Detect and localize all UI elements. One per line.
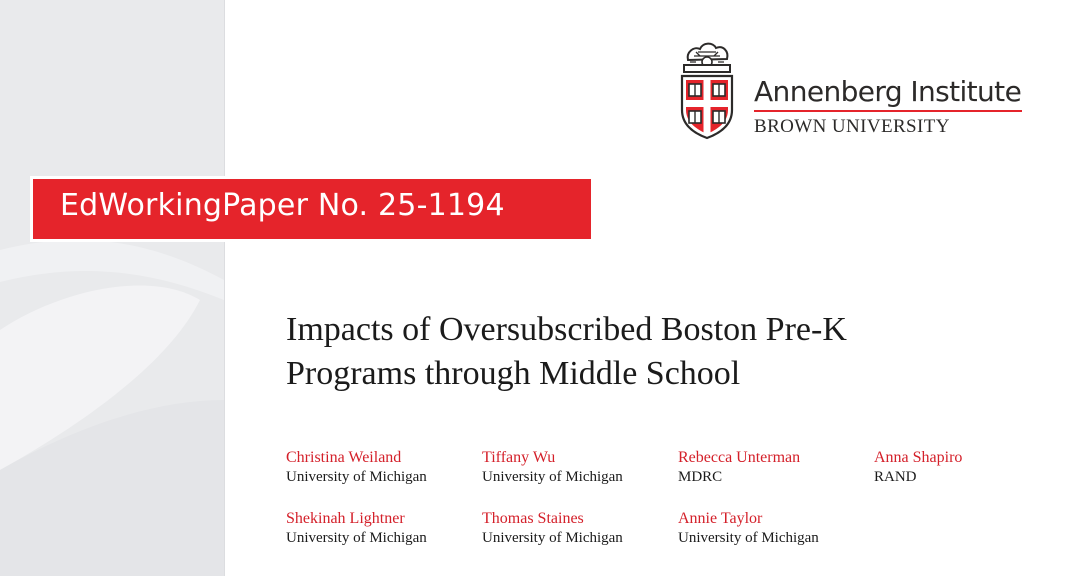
annenberg-logo xyxy=(676,40,1026,144)
author-affiliation: University of Michigan xyxy=(678,530,819,546)
institute-name: Annenberg Institute xyxy=(754,75,1022,108)
paper-title-line-2: Programs through Middle School xyxy=(286,355,741,392)
working-paper-banner xyxy=(33,179,591,239)
author-affiliation: RAND xyxy=(874,469,917,485)
author-name: Anna Shapiro xyxy=(874,449,963,466)
paper-title-line-1: Impacts of Oversubscribed Boston Pre-K xyxy=(286,311,847,348)
logo-divider xyxy=(754,110,1022,112)
author-entry xyxy=(678,448,868,487)
decorative-side-panel xyxy=(0,0,225,576)
author-name: Christina Weiland xyxy=(286,449,402,466)
brown-university-shield-icon xyxy=(676,40,738,140)
author-name: Rebecca Unterman xyxy=(678,449,801,466)
university-name: BROWN UNIVERSITY xyxy=(754,116,950,137)
paper-title xyxy=(286,308,986,396)
author-affiliation: MDRC xyxy=(678,469,723,485)
author-affiliation: University of Michigan xyxy=(286,469,427,485)
author-entry xyxy=(286,509,476,548)
author-affiliation: University of Michigan xyxy=(286,530,427,546)
author-name: Thomas Staines xyxy=(482,510,584,527)
author-list xyxy=(286,448,1066,558)
author-entry xyxy=(874,448,1064,487)
author-name: Shekinah Lightner xyxy=(286,510,405,527)
author-entry xyxy=(678,509,868,548)
author-entry xyxy=(482,509,672,548)
decorative-swoosh xyxy=(0,0,224,576)
author-affiliation: University of Michigan xyxy=(482,530,623,546)
author-affiliation: University of Michigan xyxy=(482,469,623,485)
author-entry xyxy=(286,448,476,487)
author-name: Tiffany Wu xyxy=(482,449,556,466)
author-entry xyxy=(482,448,672,487)
working-paper-number: EdWorkingPaper No. 25-1194 xyxy=(60,188,505,223)
author-name: Annie Taylor xyxy=(678,510,763,527)
